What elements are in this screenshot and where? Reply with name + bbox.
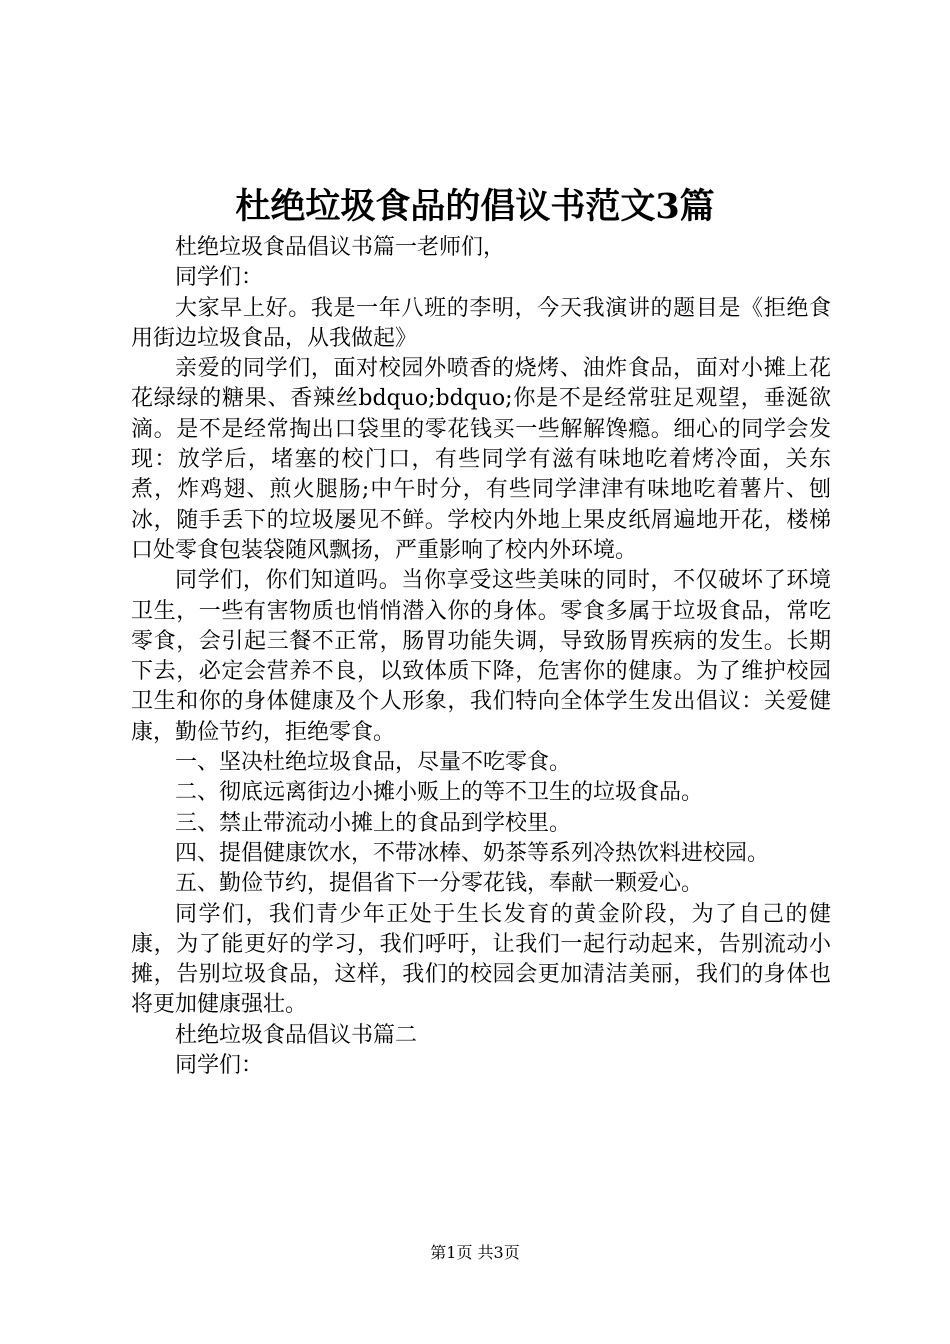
paragraph: 同学们：: [175, 1053, 264, 1079]
paragraph: 同学们，你们知道吗。当你享受这些美味的同时，不仅破坏了环境卫生，一些有害物质也悄悄潜入你的身体。零食多属于垃圾食品，常吃零食，会引起三餐不正常，肠胃功能失调，导致肠胃疾病的发生。长期下去，必定会营养不良，以致体质下降，危害你的健康。为了维护校园卫生和你的身体健康及个人形象，我们特向全体学生发出倡议：关爱健康，勤俭节约，拒绝零食。: [131, 568, 831, 745]
paragraph: 二、彻底远离街边小摊小贩上的等不卫生的垃圾食品。: [175, 780, 704, 806]
paragraph: 四、提倡健康饮水，不带冰棒、奶茶等系列冷热饮料进校园。: [175, 840, 770, 866]
document-title: 杜绝垃圾食品的倡议书范文3篇: [235, 186, 715, 227]
page-number-footer: 第1页 共3页: [430, 1243, 520, 1262]
paragraph: 亲爱的同学们，面对校园外喷香的烧烤、油炸食品，面对小摊上花花绿绿的糖果、香辣丝bdquo;bdquo;你是不是经常驻足观望，垂涎欲滴。是不是经常掏出口袋里的零花钱买一些解解馋瘾。细心的同学会发现：放学后，堵塞的校门口，有些同学有滋有味地吃着烤冷面，关东煮，炸鸡翅、煎火腿肠;中午时分，有些同学津津有味地吃着薯片、刨冰，随手丢下的垃圾屡见不鲜。学校内外地上果皮纸屑遍地开花，楼梯口处零食包装袋随风飘扬，严重影响了校内外环境。: [131, 356, 831, 563]
paragraph: 杜绝垃圾食品倡议书篇一老师们，: [175, 235, 506, 260]
paragraph: 五、勤俭节约，提倡省下一分零花钱，奉献一颗爱心。: [175, 871, 704, 897]
document-body: [131, 233, 831, 1081]
paragraph: 杜绝垃圾食品倡议书篇二: [175, 1022, 418, 1048]
paragraph: 三、禁止带流动小摊上的食品到学校里。: [175, 810, 572, 836]
paragraph: 同学们，我们青少年正处于生长发育的黄金阶段，为了自己的健康，为了能更好的学习，我们呼吁，让我们一起行动起来，告别流动小摊，告别垃圾食品，这样，我们的校园会更加清洁美丽，我们的身体也将更加健康强壮。: [131, 901, 831, 1018]
paragraph: 一、坚决杜绝垃圾食品，尽量不吃零食。: [175, 750, 572, 776]
paragraph: 同学们：: [175, 265, 264, 291]
paragraph: 大家早上好。我是一年八班的李明，今天我演讲的题目是《拒绝食用街边垃圾食品，从我做起》: [131, 295, 831, 351]
